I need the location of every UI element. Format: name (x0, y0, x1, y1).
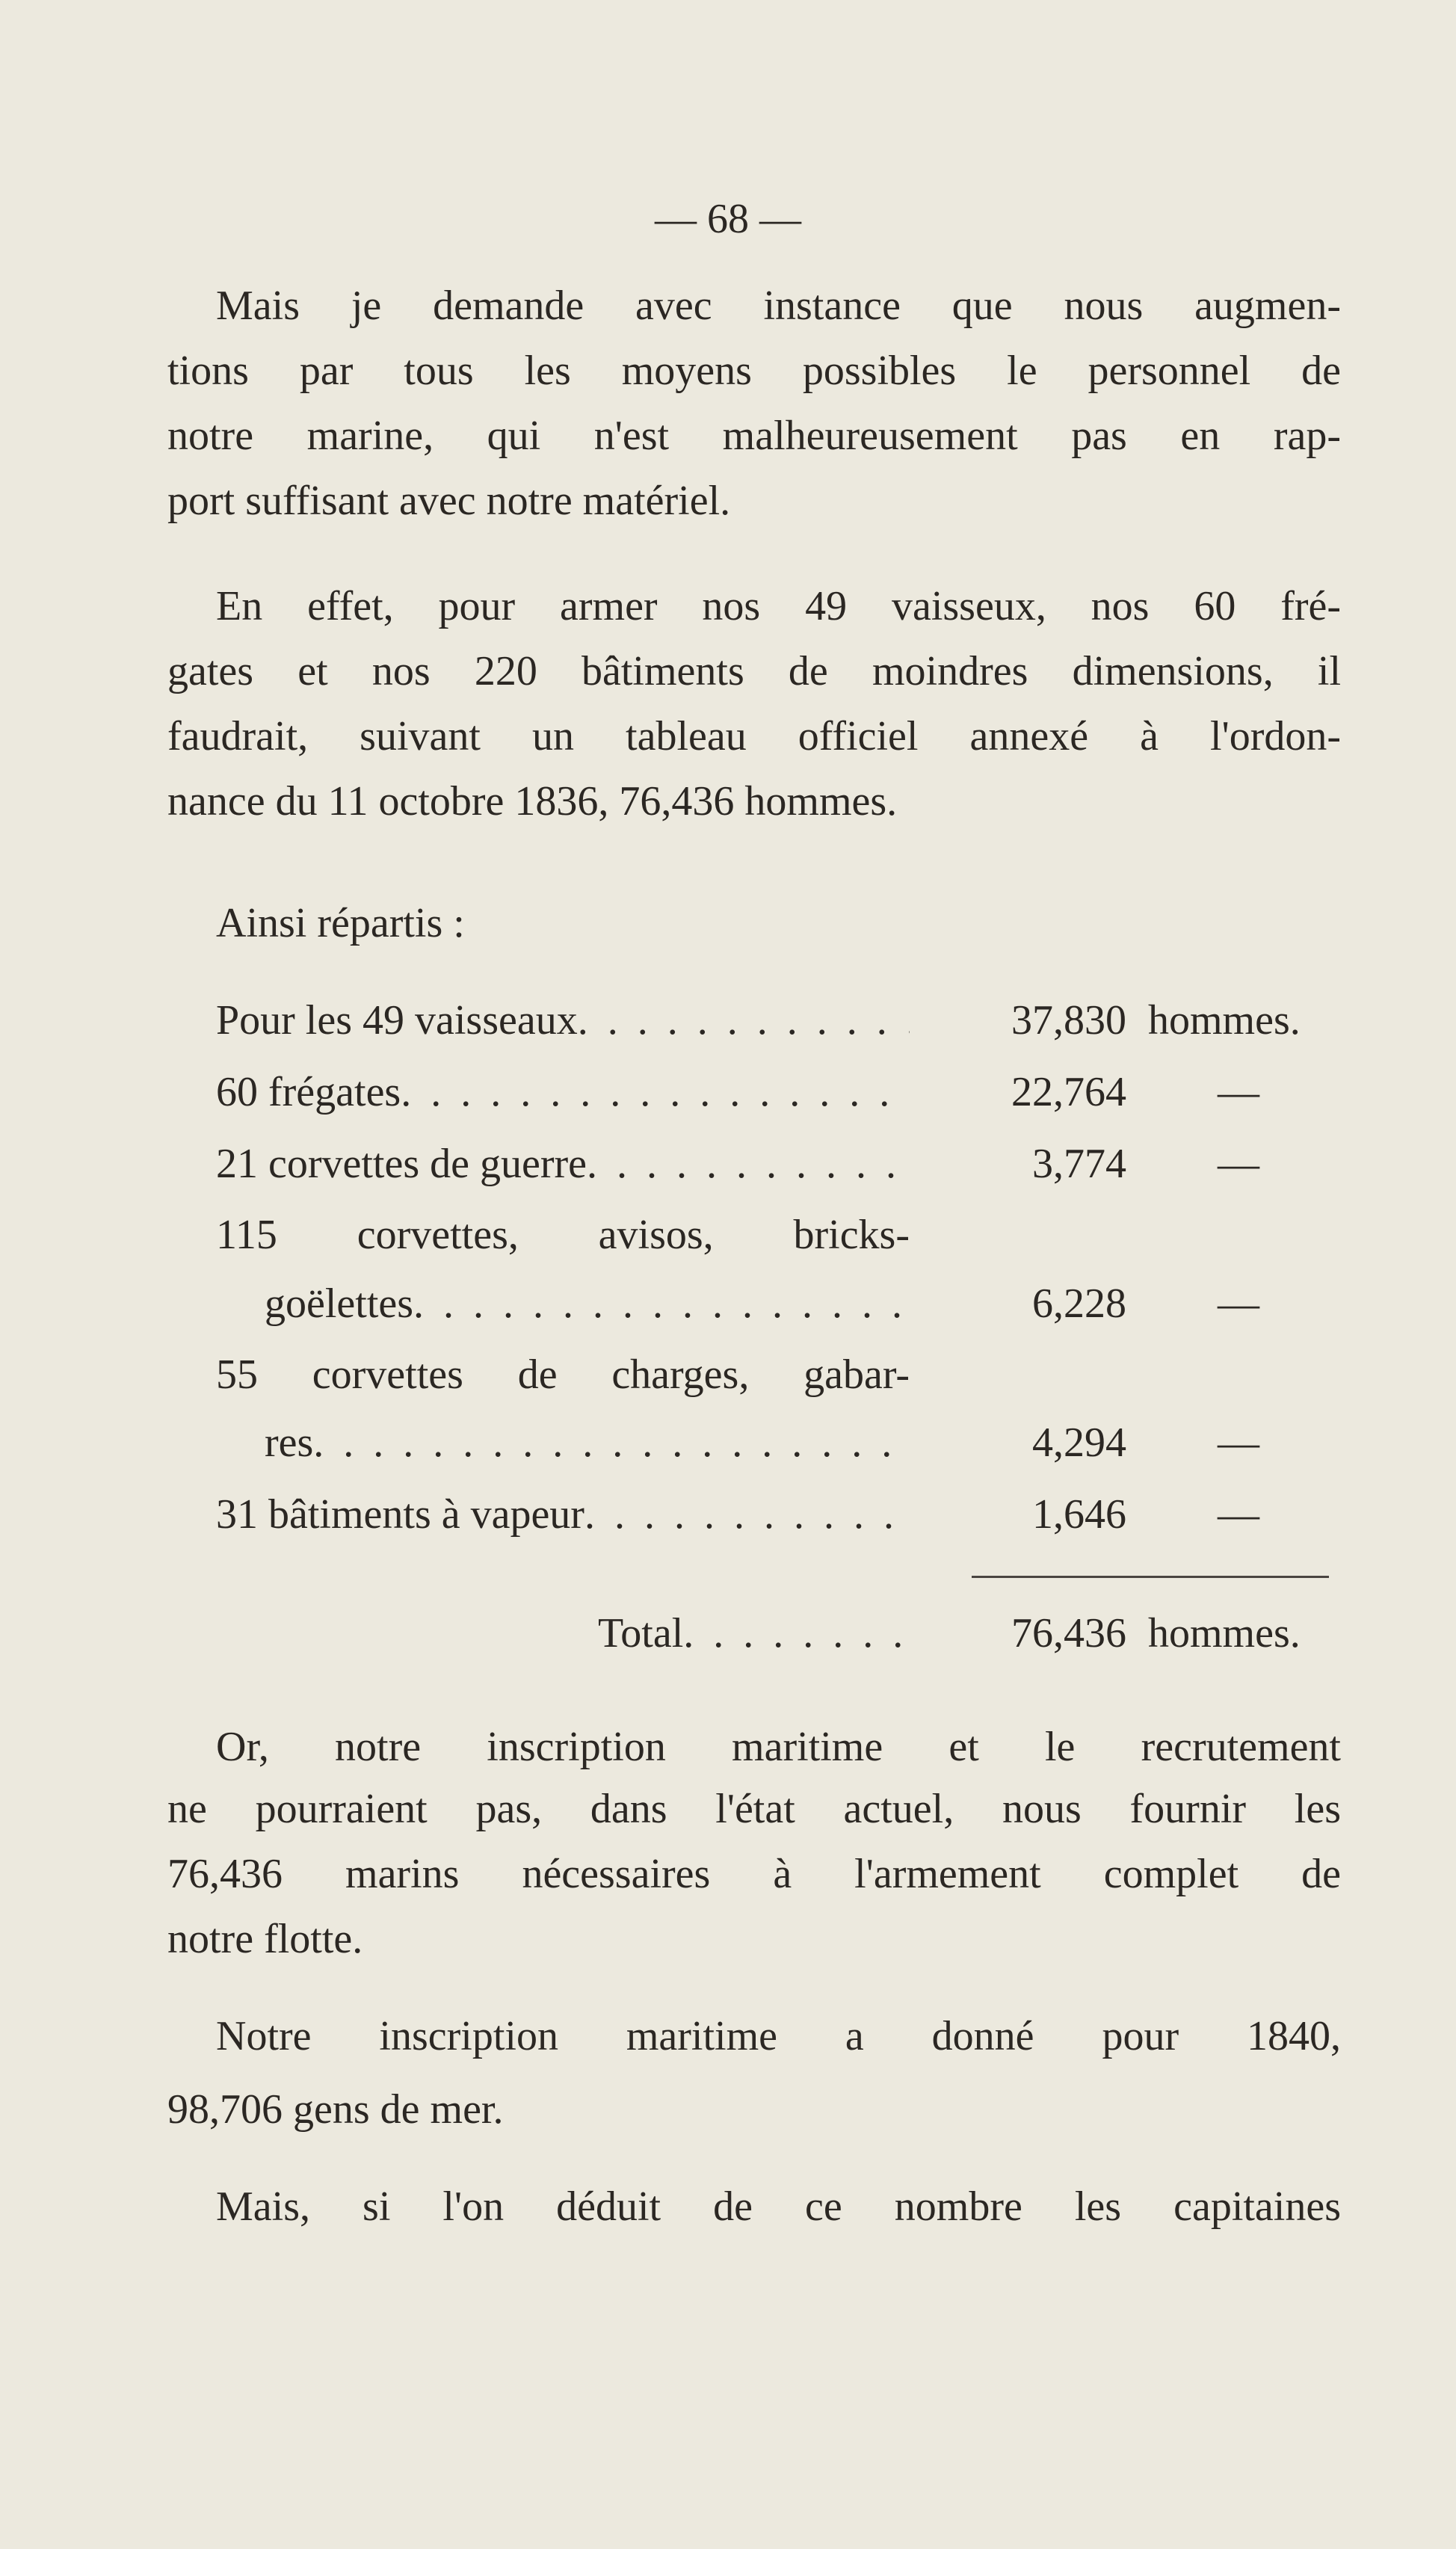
table-row (0, 994, 1456, 1047)
text-line: Notre inscription maritime a donné pour 1840, (216, 2013, 1341, 2059)
row-label: goëlettes (265, 1280, 414, 1327)
row-value: 1,646 (1032, 1491, 1126, 1538)
row-label: 60 frégates (216, 1069, 401, 1115)
table-row (0, 1488, 1456, 1541)
leader-dots (401, 1066, 910, 1118)
row-value: 6,228 (1032, 1280, 1126, 1327)
text-line: port suffisant avec notre matériel. (167, 478, 731, 524)
sum-rule (972, 1576, 1329, 1578)
table-row (0, 1417, 1456, 1469)
text-line: 98,706 gens de mer. (167, 2086, 504, 2133)
leader-dots (587, 1138, 910, 1190)
text-line: nance du 11 octobre 1836, 76,436 hommes. (167, 778, 898, 825)
table-intro: Ainsi répartis : (216, 900, 465, 946)
row-unit: — (1218, 1141, 1259, 1187)
total-row (0, 1607, 1456, 1659)
row-value: 3,774 (1032, 1141, 1126, 1187)
row-value: 37,830 (1011, 997, 1126, 1044)
text-line: tions par tous les moyens possibles le personnel de (167, 348, 1341, 394)
leader-dots (578, 994, 910, 1047)
text-line: Or, notre inscription maritime et le recrutement (216, 1724, 1341, 1770)
text-line: notre flotte. (167, 1916, 363, 1962)
text-line: faudrait, suivant un tableau officiel annexé à l'ordon- (167, 713, 1341, 759)
table-row (0, 1138, 1456, 1190)
row-unit: — (1218, 1069, 1259, 1115)
leader-dots (313, 1417, 910, 1469)
row-label-line1: 55 corvettes de charges, gabar- (216, 1351, 910, 1398)
row-label: Pour les 49 vaisseaux (216, 997, 578, 1044)
text-line: Mais je demande avec instance que nous augmen- (216, 283, 1341, 329)
text-line: ne pourraient pas, dans l'état actuel, nous fournir les (167, 1786, 1341, 1832)
row-label: 21 corvettes de guerre (216, 1141, 587, 1187)
text-line: En effet, pour armer nos 49 vaisseux, nos 60 fré- (216, 583, 1341, 629)
row-label: res (265, 1420, 314, 1466)
total-unit: hommes. (1148, 1610, 1301, 1656)
page-number: — 68 — (655, 196, 801, 242)
leader-dots (413, 1277, 910, 1330)
row-label-line1: 115 corvettes, avisos, bricks- (216, 1212, 910, 1258)
text-line: Mais, si l'on déduit de ce nombre les capitaines (216, 2183, 1341, 2230)
row-unit: — (1218, 1280, 1259, 1327)
text-line: notre marine, qui n'est malheureusement pas en rap- (167, 413, 1341, 459)
row-unit: — (1218, 1420, 1259, 1466)
row-unit: hommes. (1148, 997, 1301, 1044)
row-value: 22,764 (1011, 1069, 1126, 1115)
text-line: 76,436 marins nécessaires à l'armement complet de (167, 1851, 1341, 1897)
table-row (0, 1066, 1456, 1118)
row-unit: — (1218, 1491, 1259, 1538)
row-value: 4,294 (1032, 1420, 1126, 1466)
row-label: 31 bâtiments à vapeur (216, 1491, 584, 1538)
leader-dots (584, 1488, 910, 1541)
table-row (0, 1277, 1456, 1330)
total-value: 76,436 (1011, 1610, 1126, 1656)
text-line: gates et nos 220 bâtiments de moindres dimensions, il (167, 648, 1341, 694)
total-label: Total (598, 1610, 684, 1656)
leader-dots (683, 1607, 910, 1659)
